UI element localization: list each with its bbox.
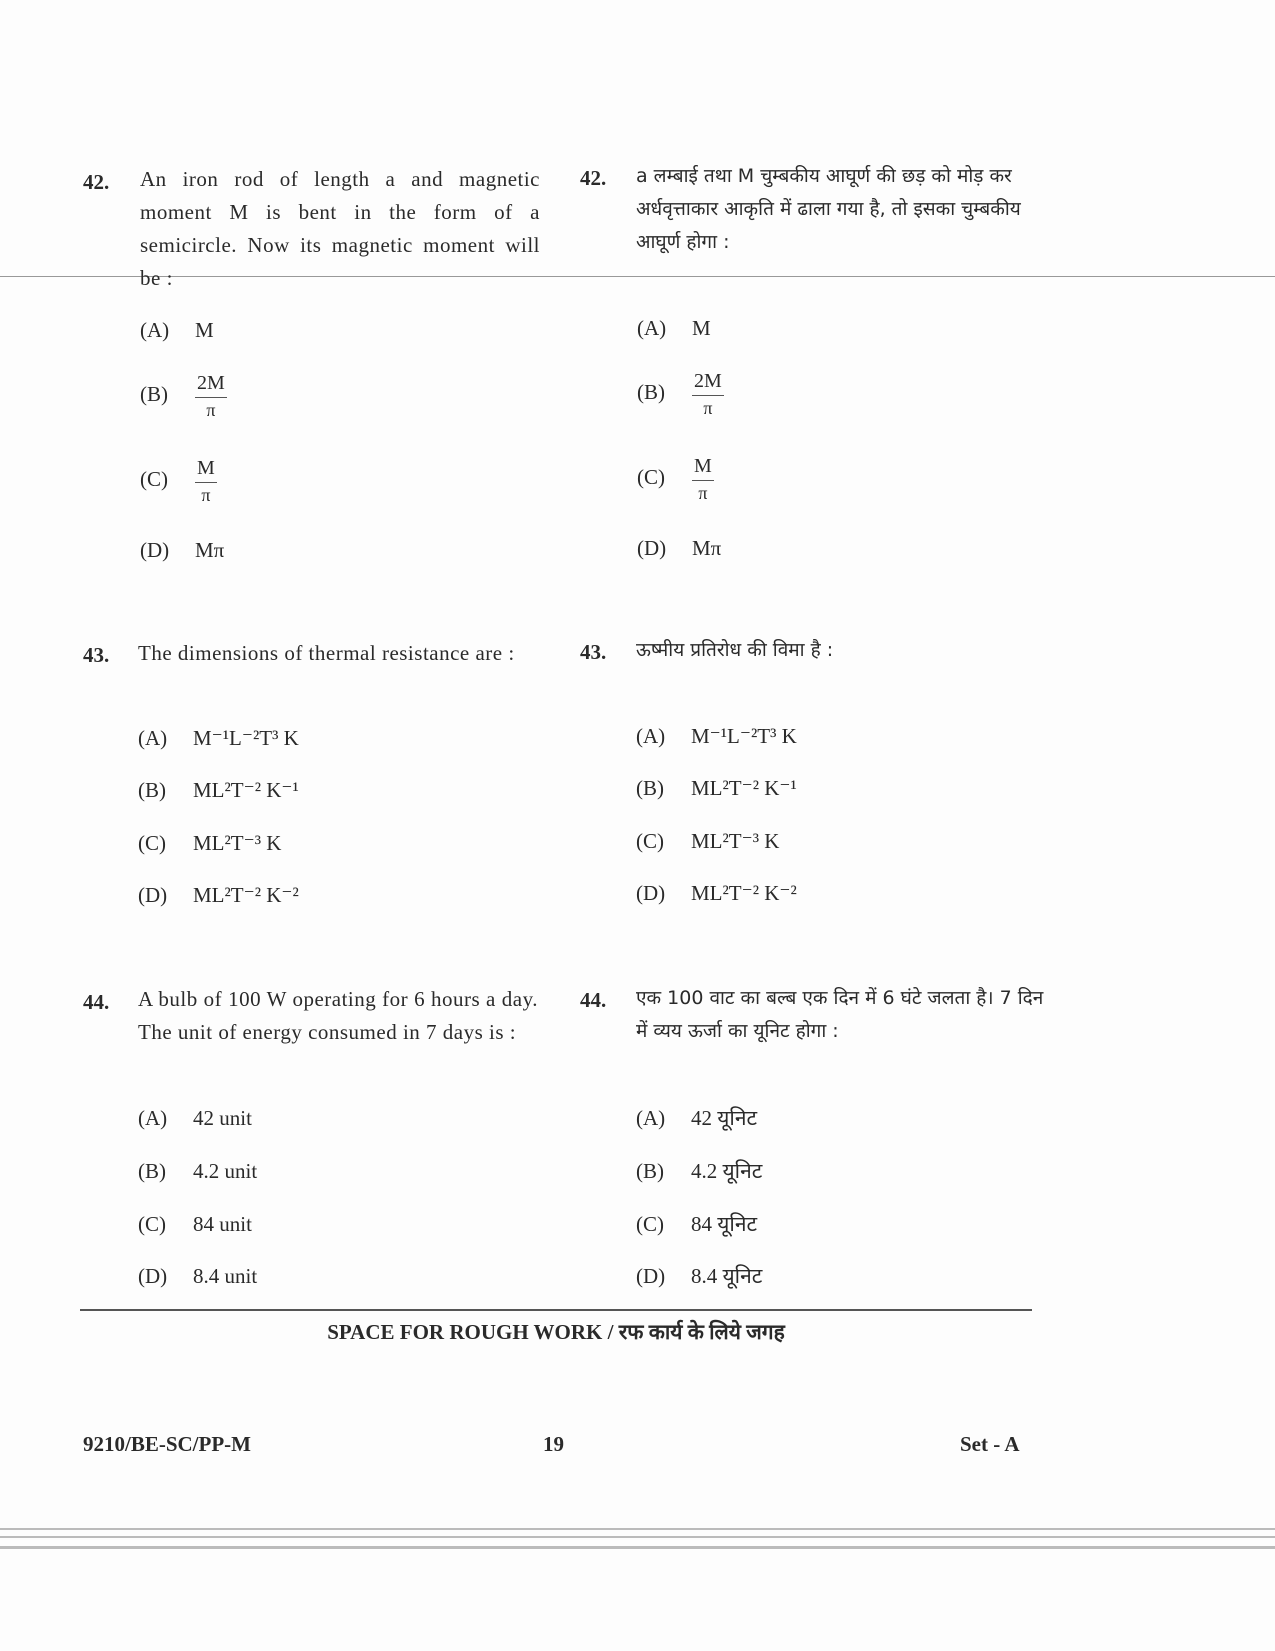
option-label: (C) <box>138 1212 166 1236</box>
question-text-hi: ऊष्मीय प्रतिरोध की विमा है : <box>636 639 834 661</box>
option-value: ML²T⁻² K⁻¹ <box>691 776 797 800</box>
option-a <box>138 726 299 751</box>
denominator: π <box>698 483 708 503</box>
option-value: 8.4 unit <box>193 1264 258 1288</box>
option-b <box>138 1159 257 1184</box>
option-value: M <box>195 318 214 342</box>
option-b-hi <box>637 370 724 419</box>
option-value: 4.2 unit <box>193 1159 258 1183</box>
option-value: ML²T⁻² K⁻² <box>691 881 797 905</box>
option-label: (B) <box>636 776 664 800</box>
option-label: (A) <box>140 318 170 342</box>
option-label: (C) <box>140 467 168 492</box>
option-d-hi <box>636 881 797 906</box>
option-label: (C) <box>636 1212 664 1236</box>
numerator: 2M <box>692 370 724 396</box>
option-label: (C) <box>636 829 664 853</box>
question-text-en: The dimensions of thermal resistance are : <box>138 641 515 665</box>
fraction <box>692 455 714 504</box>
option-label: (D) <box>636 1264 666 1288</box>
question-number-hi: 44. <box>580 988 607 1012</box>
option-label: (D) <box>636 881 666 905</box>
numerator: 2M <box>195 372 227 398</box>
option-c-hi <box>636 829 779 854</box>
option-c <box>138 831 281 856</box>
denominator: π <box>201 485 211 505</box>
option-b <box>138 778 299 803</box>
question-text-en: An iron rod of length a and magnetic moment M is bent in the form of a semicircle. Now its magnetic moment will be : <box>140 167 540 290</box>
option-a-hi <box>636 724 797 749</box>
option-value: 8.4 यूनिट <box>691 1264 763 1288</box>
numerator: M <box>692 455 714 481</box>
fraction <box>195 372 227 421</box>
option-c-hi <box>636 1210 757 1238</box>
fraction <box>195 457 217 506</box>
option-label: (A) <box>636 724 666 748</box>
denominator: π <box>703 398 713 418</box>
option-c <box>140 457 217 506</box>
option-label: (A) <box>138 726 168 750</box>
option-label: (A) <box>637 316 667 340</box>
set-label: Set - A <box>960 1432 1020 1456</box>
option-value: 42 unit <box>193 1106 252 1130</box>
option-d <box>140 538 224 563</box>
option-value: M⁻¹L⁻²T³ K <box>691 724 797 748</box>
option-value: Mπ <box>195 538 225 562</box>
page-number: 19 <box>543 1432 564 1456</box>
option-label: (B) <box>138 1159 166 1183</box>
option-value: 42 यूनिट <box>691 1106 758 1130</box>
question-text-en: A bulb of 100 W operating for 6 hours a day. The unit of energy consumed in 7 days is : <box>138 987 538 1044</box>
fraction <box>692 370 724 419</box>
option-label: (D) <box>637 536 667 560</box>
option-label: (A) <box>636 1106 666 1130</box>
option-value: ML²T⁻² K⁻¹ <box>193 778 299 802</box>
option-b-hi <box>636 776 797 801</box>
option-value: M⁻¹L⁻²T³ K <box>193 726 299 750</box>
option-d-hi <box>637 536 721 561</box>
option-value: ML²T⁻³ K <box>193 831 282 855</box>
option-a-hi <box>637 316 711 341</box>
option-label: (B) <box>637 380 665 405</box>
option-label: (D) <box>138 883 168 907</box>
option-value: M <box>692 316 711 340</box>
paper-code: 9210/BE-SC/PP-M <box>83 1432 251 1456</box>
option-value: ML²T⁻² K⁻² <box>193 883 299 907</box>
option-a <box>140 318 214 343</box>
option-value: 84 यूनिट <box>691 1212 758 1236</box>
option-a-hi <box>636 1104 757 1132</box>
option-value: 84 unit <box>193 1212 252 1236</box>
question-text-hi: एक 100 वाट का बल्ब एक दिन में 6 घंटे जलता है। 7 दिन में व्यय ऊर्जा का यूनिट होगा : <box>636 987 1044 1042</box>
option-label: (B) <box>138 778 166 802</box>
option-d <box>138 1264 257 1289</box>
option-label: (D) <box>138 1264 168 1288</box>
option-label: (A) <box>138 1106 168 1130</box>
numerator: M <box>195 457 217 483</box>
option-b-hi <box>636 1157 762 1185</box>
option-value: Mπ <box>692 536 722 560</box>
option-label: (B) <box>140 382 168 407</box>
option-label: (C) <box>138 831 166 855</box>
option-label: (C) <box>637 465 665 490</box>
scan-line <box>0 1536 1275 1538</box>
option-c <box>138 1212 252 1237</box>
question-number-hi: 43. <box>580 640 607 664</box>
rough-work-label: SPACE FOR ROUGH WORK / रफ कार्य के लिये जगह <box>327 1320 785 1344</box>
scan-line <box>0 1528 1275 1530</box>
question-number: 42. <box>83 170 110 194</box>
option-b <box>140 372 227 421</box>
denominator: π <box>206 400 216 420</box>
question-text-hi: a लम्बाई तथा M चुम्बकीय आघूर्ण की छड़ को मोड़ कर अर्धवृत्ताकार आकृति में ढाला गया है, तो इसका चुम्बकीय आघूर्ण होगा : <box>636 165 1021 253</box>
option-label: (B) <box>636 1159 664 1183</box>
option-value: ML²T⁻³ K <box>691 829 780 853</box>
option-c-hi <box>637 455 714 504</box>
scan-line <box>0 1546 1275 1549</box>
option-d <box>138 883 299 908</box>
option-label: (D) <box>140 538 170 562</box>
option-d-hi <box>636 1262 762 1290</box>
option-value: 4.2 यूनिट <box>691 1159 763 1183</box>
question-number: 43. <box>83 643 110 667</box>
question-number: 44. <box>83 990 110 1014</box>
divider <box>80 1309 1032 1311</box>
question-number-hi: 42. <box>580 166 607 190</box>
option-a <box>138 1106 252 1131</box>
